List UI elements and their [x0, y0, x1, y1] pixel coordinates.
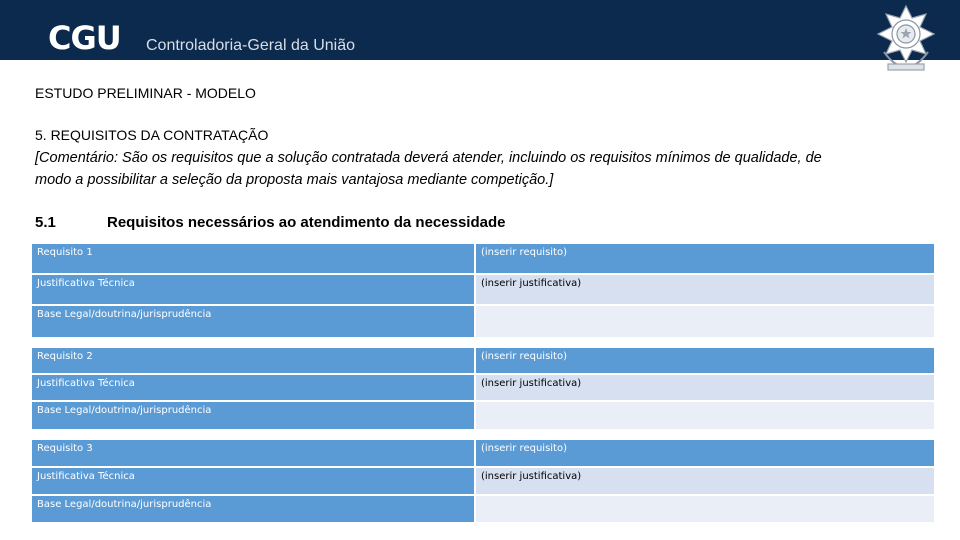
table-row	[32, 275, 934, 304]
requirement-table-1	[32, 244, 934, 337]
organization-name: Controladoria-Geral da União	[146, 37, 355, 54]
subsection-heading	[35, 213, 505, 233]
subsection-number: 5.1	[35, 214, 56, 231]
section-comment: [Comentário: São os requisitos que a solução contratada deverá atender, incluindo os requisitos mínimos de qualidade, de modo a possibilitar a seleção da proposta mais vantajosa mediante competição.]	[35, 150, 822, 188]
row-label: Base Legal/doutrina/jurisprudência	[32, 402, 474, 429]
row-label: Requisito 3	[32, 440, 474, 466]
row-label: Requisito 2	[32, 348, 474, 373]
table-row	[32, 306, 934, 337]
row-label: Requisito 1	[32, 244, 474, 273]
row-label: Justificativa Técnica	[32, 375, 474, 400]
row-value	[476, 496, 934, 522]
row-label: Base Legal/doutrina/jurisprudência	[32, 306, 474, 337]
document-title: ESTUDO PRELIMINAR - MODELO	[35, 85, 256, 101]
header-bar	[0, 0, 960, 60]
table-row	[32, 375, 934, 400]
table-row	[32, 440, 934, 466]
row-label: Justificativa Técnica	[32, 275, 474, 304]
row-label: Justificativa Técnica	[32, 468, 474, 494]
table-row	[32, 468, 934, 494]
table-row	[32, 402, 934, 429]
table-row	[32, 244, 934, 273]
row-value: (inserir justificativa)	[476, 275, 934, 304]
row-label: Base Legal/doutrina/jurisprudência	[32, 496, 474, 522]
row-value: (inserir justificativa)	[476, 375, 934, 400]
cgu-logo: CGU	[48, 19, 121, 57]
subsection-title: Requisitos necessários ao atendimento da necessidade	[107, 214, 506, 231]
table-row	[32, 496, 934, 522]
row-value: (inserir justificativa)	[476, 468, 934, 494]
row-value	[476, 306, 934, 337]
requirement-table-2	[32, 348, 934, 429]
requirement-table-3	[32, 440, 934, 522]
brazil-coat-of-arms-icon	[874, 4, 938, 74]
row-value: (inserir requisito)	[476, 348, 934, 373]
table-row	[32, 348, 934, 373]
row-value: (inserir requisito)	[476, 440, 934, 466]
row-value	[476, 402, 934, 429]
row-value: (inserir requisito)	[476, 244, 934, 273]
section-title: 5. REQUISITOS DA CONTRATAÇÃO	[35, 127, 269, 143]
